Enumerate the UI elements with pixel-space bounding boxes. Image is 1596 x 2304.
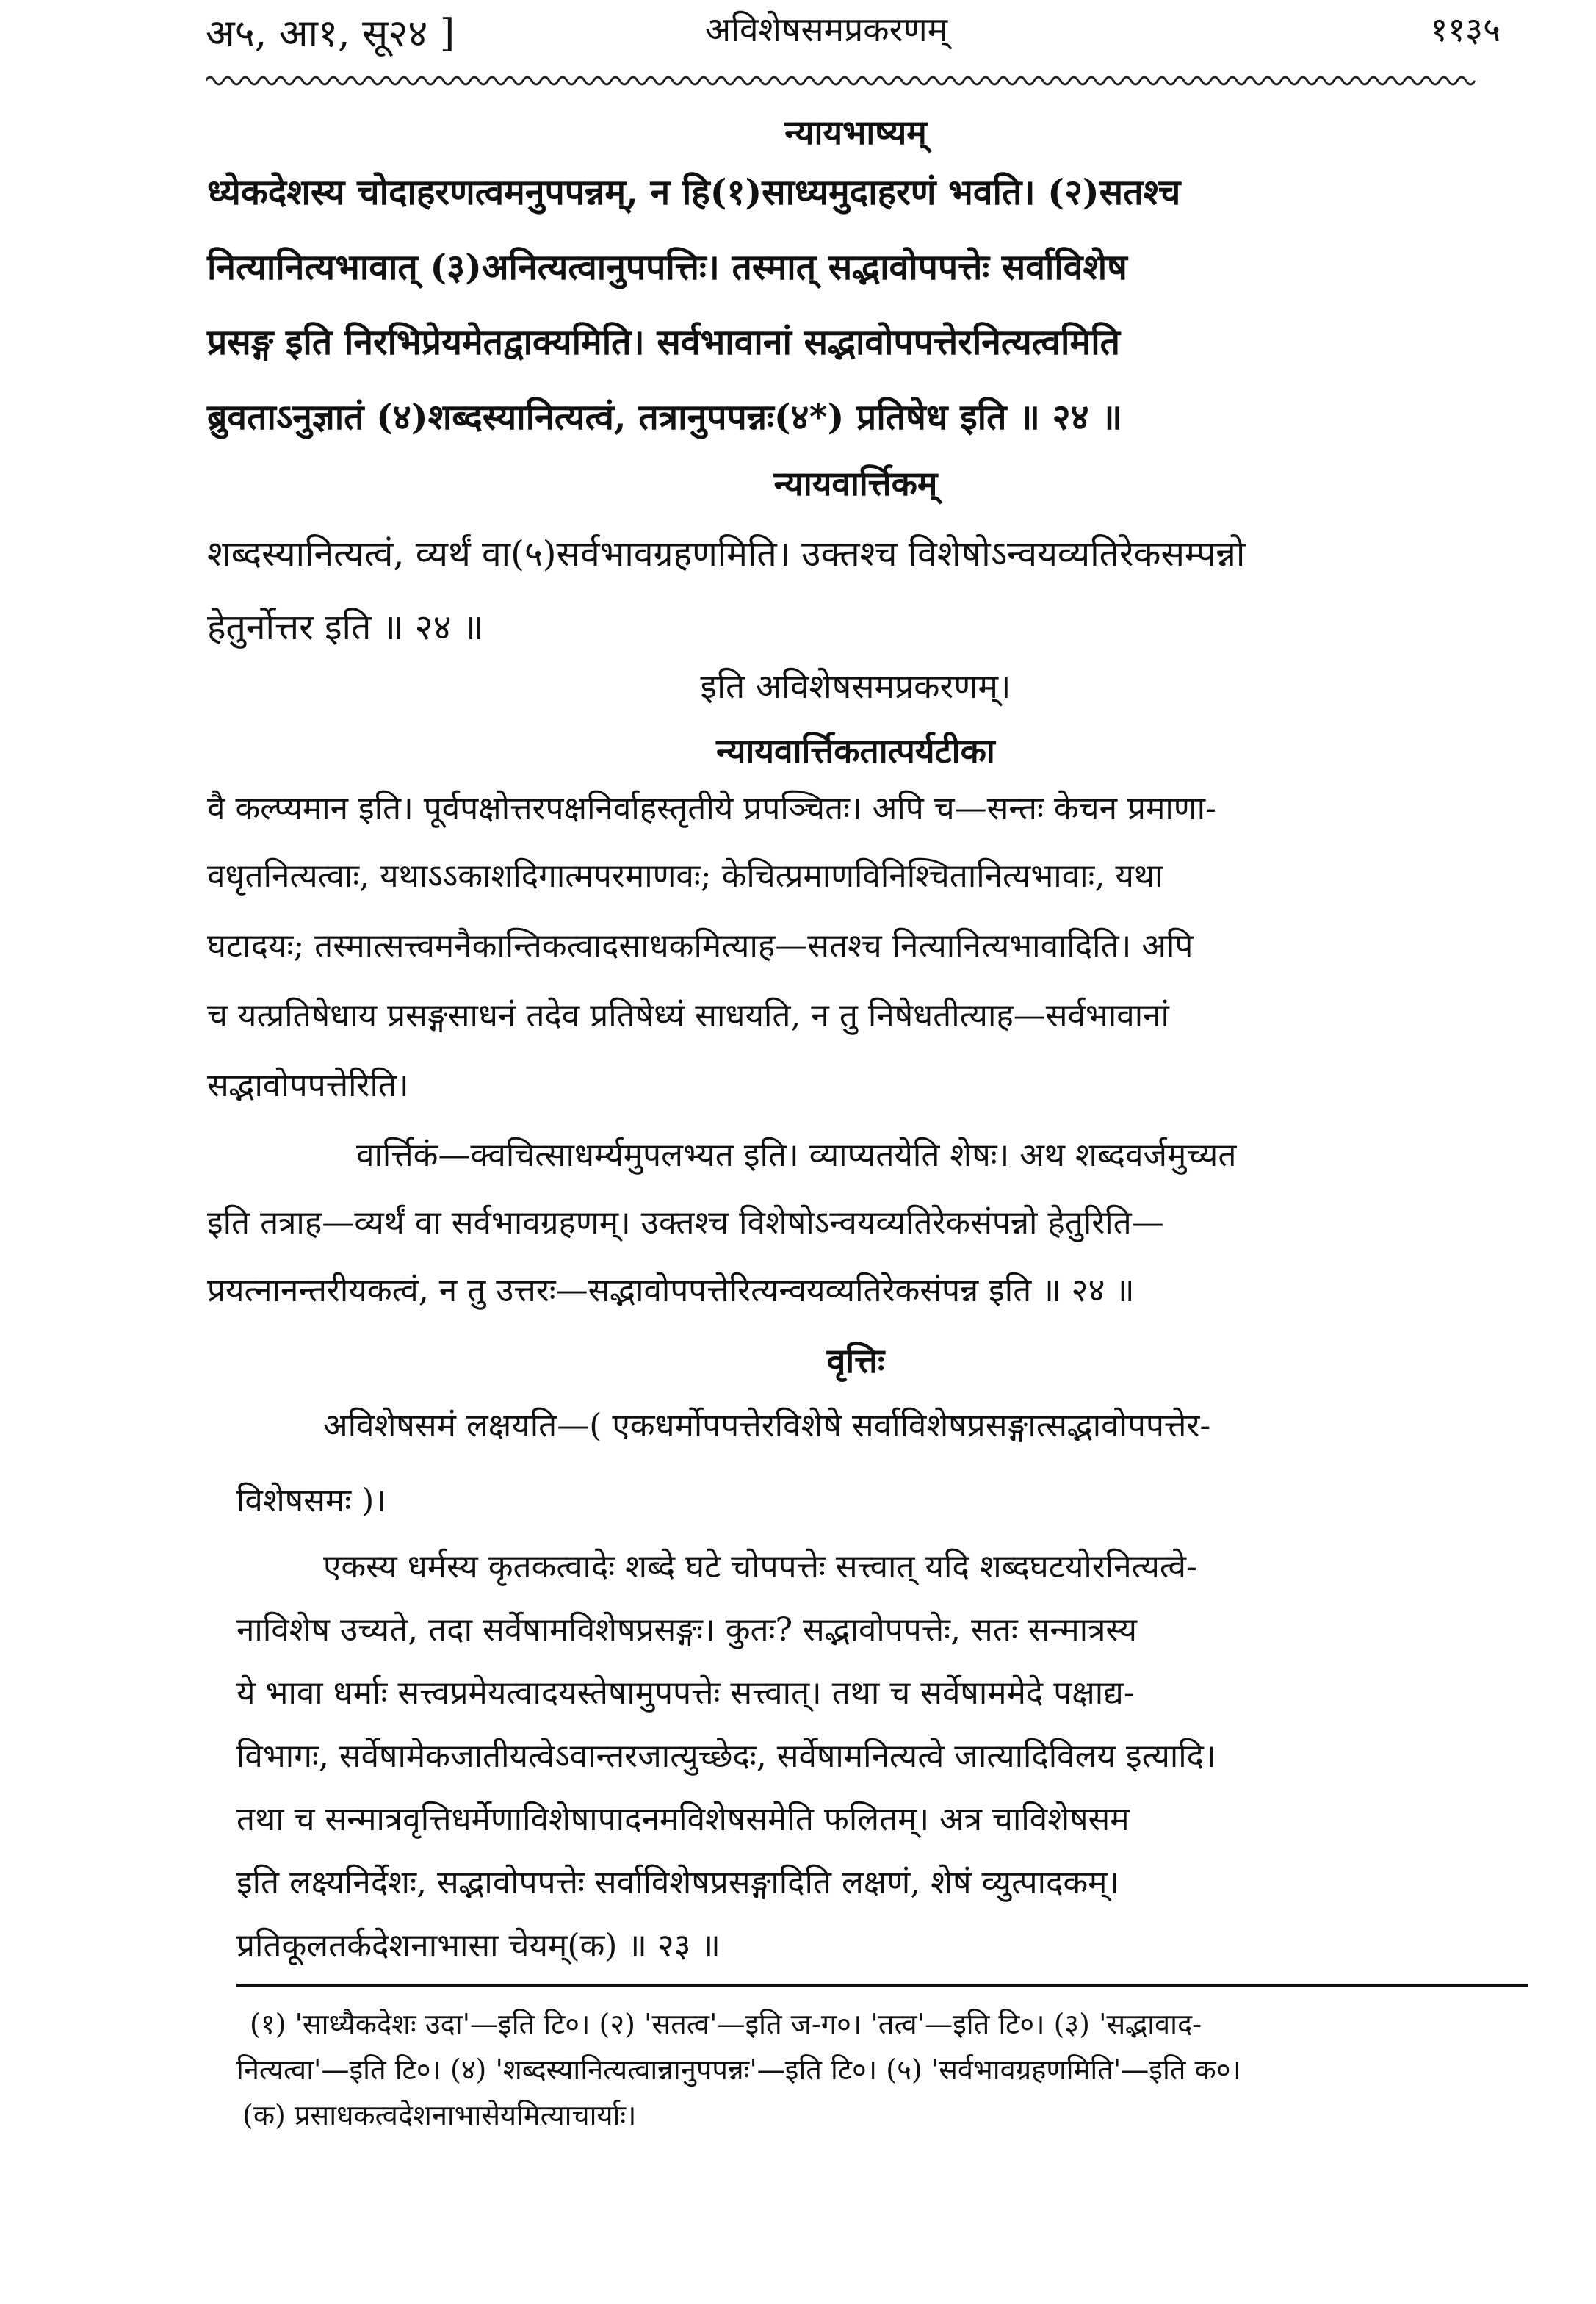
vritti-line-3: एकस्य धर्मस्य कृतकत्वादेः शब्दे घटे चोपपत्तेः सत्त्वात् यदि शब्दघटयोरनित्यत्वे- <box>323 1548 1197 1585</box>
vartika-line-2: हेतुर्नोत्तर इति ॥ २४ ॥ <box>207 607 484 648</box>
tika-line-3: घटादयः; तस्मात्सत्त्वमनैकान्तिकत्वादसाधकमित्याह—सतश्च नित्यानित्यभावादिति। अपि <box>207 927 1194 965</box>
tika-line-8: प्रयत्नानन्तरीयकत्वं, न तु उत्तरः—सद्भावोपपत्तेरित्यन्वयव्यतिरेकसंपन्न इति ॥ २४ ॥ <box>207 1272 1135 1309</box>
heading-vritti: वृत्तिः <box>826 1341 885 1380</box>
vritti-line-9: प्रतिकूलतर्कदेशनाभासा चेयम्(क) ॥ २३ ॥ <box>236 1927 721 1965</box>
vritti-line-2: विशेषसमः )। <box>236 1482 386 1519</box>
tika-line-5: सद्भावोपपत्तेरिति। <box>207 1067 409 1104</box>
tika-line-2: वधृतनित्यत्वाः, यथाऽऽकाशदिगात्मपरमाणवः; केचित्प्रमाणविनिश्चितानित्यभावाः, यथा <box>207 857 1163 895</box>
colophon: इति अविशेषसमप्रकरणम्। <box>700 666 1011 706</box>
tika-line-7: इति तत्राह—व्यर्थं वा सर्वभावग्रहणम्। उक्तश्च विशेषोऽन्वयव्यतिरेकसंपन्नो हेतुरिति— <box>207 1204 1164 1242</box>
bhashya-line-1: ध्येकदेशस्य चोदाहरणत्वमनुपपन्नम्, न हि(१)साध्यमुदाहरणं भवति। (२)सतश्च <box>207 172 1181 213</box>
footnote-line-1: (१) 'साध्यैकदेशः उदा'—इति टि०। (२) 'सतत्व'—इति ज-ग०। 'तत्व'—इति टि०। (३) 'सद्भावाद- <box>250 2008 1202 2040</box>
page-number: ११३५ <box>1430 10 1501 49</box>
bhashya-line-2: नित्यानित्यभावात् (३)अनित्यत्वानुपपत्तिः। तस्मात् सद्भावोपपत्तेः सर्वाविशेष <box>207 247 1127 288</box>
tika-line-4: च यत्प्रतिषेधाय प्रसङ्गसाधनं तदेव प्रतिषेध्यं साधयति, न तु निषेधतीत्याह—सर्वभावानां <box>207 997 1169 1034</box>
heading-nyaya-vartikam: न्यायवार्त्तिकम् <box>773 464 938 503</box>
vritti-line-6: विभागः, सर्वेषामेकजातीयत्वेऽवान्तरजात्युच्छेदः, सर्वेषामनित्यत्वे जात्यादिविलय इत्यादि। <box>236 1738 1216 1775</box>
wavy-divider <box>206 65 1506 94</box>
footnote-rule <box>236 1984 1528 1987</box>
chapter-reference: अ५, आ१, सू२४ ] <box>206 12 455 56</box>
vritti-line-1: अविशेषसमं लक्षयति—( एकधर्मोपपत्तेरविशेषे सर्वाविशेषप्रसङ्गात्सद्भावोपपत्तेर- <box>323 1407 1211 1444</box>
footnote-line-2: नित्यत्वा'—इति टि०। (४) 'शब्दस्यानित्यत्वान्नानुपपन्नः'—इति टि०। (५) 'सर्वभावग्रहणमिति'—इति क०। <box>236 2053 1241 2086</box>
heading-nyaya-bhashyam: न्यायभाष्यम् <box>784 112 927 152</box>
bhashya-line-3: प्रसङ्ग इति निरभिप्रेयमेतद्वाक्यमिति। सर्वभावानां सद्भावोपपत्तेरनित्यत्वमिति <box>207 322 1120 363</box>
vritti-line-5: ये भावा धर्माः सत्त्वप्रमेयत्वादयस्तेषामुपपत्तेः सत्त्वात्। तथा च सर्वेषाममेदे पक्षाद्य- <box>236 1674 1135 1712</box>
footnote-line-3: (क) प्रसाधकत्वदेशनाभासेयमित्याचार्याः। <box>242 2099 637 2131</box>
bhashya-line-4: ब्रुवताऽनुज्ञातं (४)शब्दस्यानित्यत्वं, तत्रानुपपन्नः(४*) प्रतिषेध इति ॥ २४ ॥ <box>207 397 1123 438</box>
vritti-line-7: तथा च सन्मात्रवृत्तिधर्मेणाविशेषापादनमविशेषसमेति फलितम्। अत्र चाविशेषसम <box>236 1801 1130 1838</box>
section-title: अविशेषसमप्रकरणम् <box>705 10 948 49</box>
vartika-line-1: शब्दस्यानित्यत्वं, व्यर्थं वा(५)सर्वभावग्रहणमिति। उक्तश्च विशेषोऽन्वयव्यतिरेकसम्पन्नो <box>207 533 1246 575</box>
vritti-line-4: नाविशेष उच्यते, तदा सर्वेषामविशेषप्रसङ्गः। कुतः? सद्भावोपपत्तेः, सतः सन्मात्रस्य <box>236 1611 1138 1649</box>
tika-line-1: वै कल्प्यमान इति। पूर्वपक्षोत्तरपक्षनिर्वाहस्तृतीये प्रपञ्चितः। अपि च—सन्तः केचन प्रमाणा- <box>207 790 1216 827</box>
heading-tatparya-tika: न्यायवार्त्तिकतात्पर्यटीका <box>716 731 995 771</box>
vritti-line-8: इति लक्ष्यनिर्देशः, सद्भावोपपत्तेः सर्वाविशेषप्रसङ्गादिति लक्षणं, शेषं व्युत्पादकम्। <box>236 1864 1120 1901</box>
tika-line-6: वार्त्तिकं—क्वचित्साधर्म्यमुपलभ्यत इति। व्याप्यतयेति शेषः। अथ शब्दवर्जमुच्यत <box>356 1137 1237 1174</box>
running-head <box>206 6 1501 65</box>
